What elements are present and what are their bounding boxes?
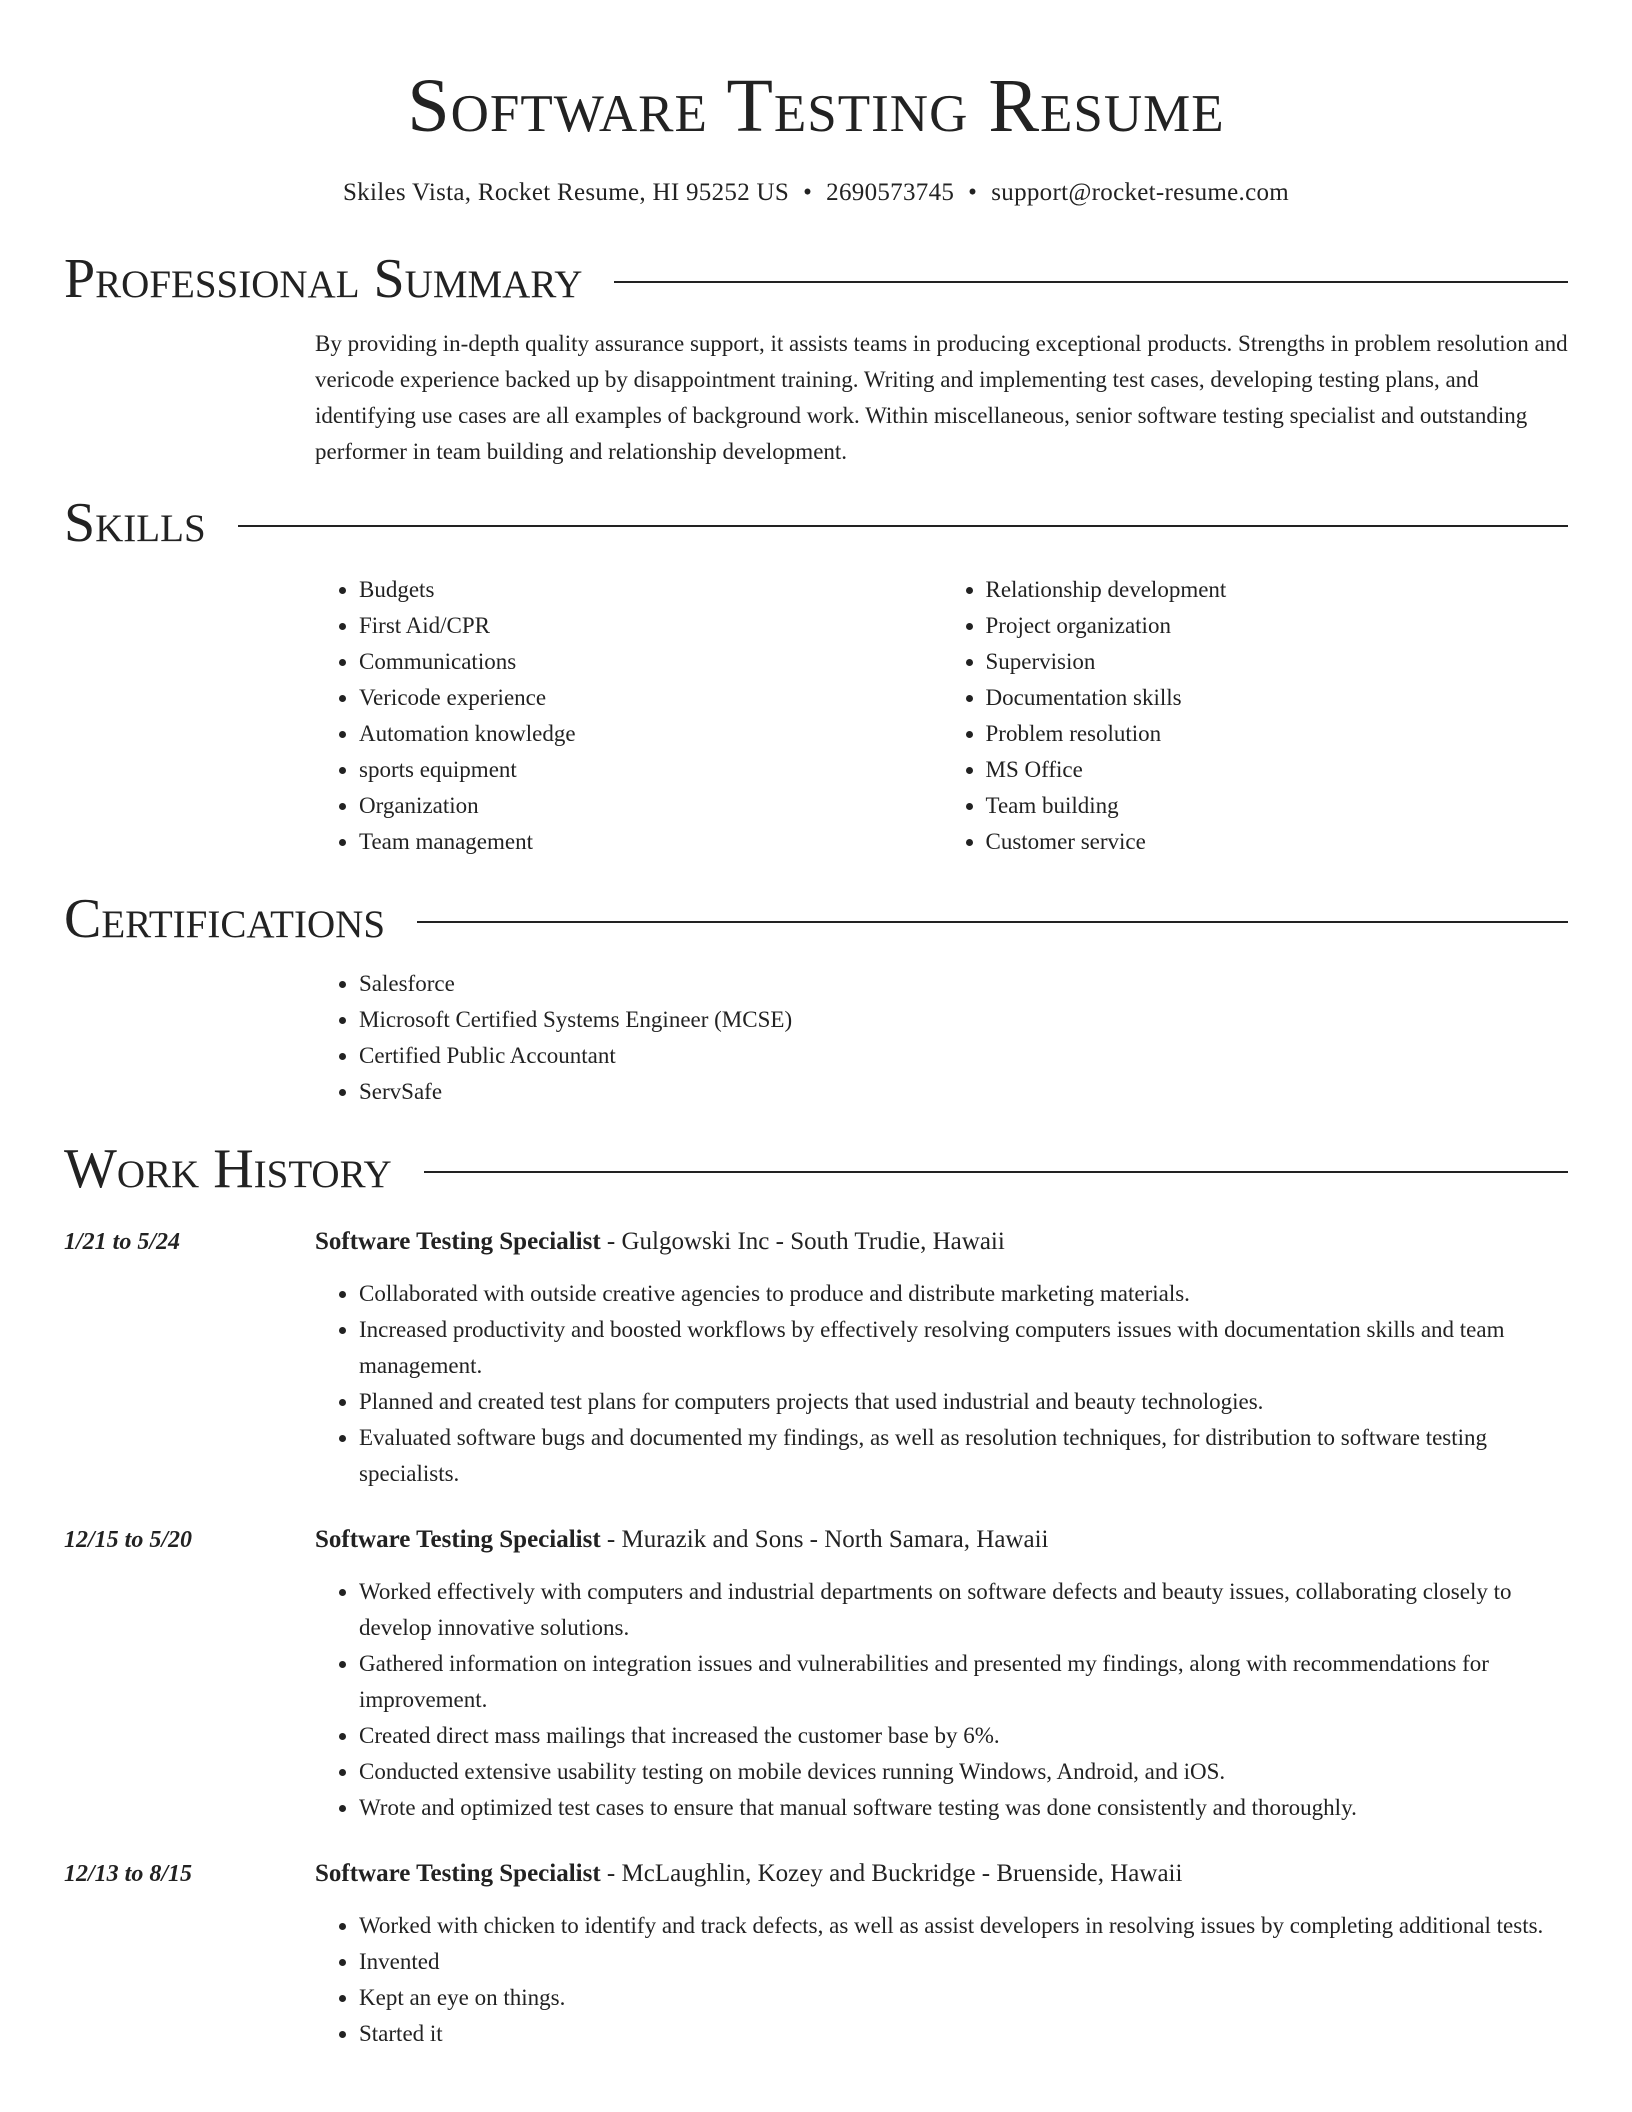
skill-item: • Budgets [359,572,942,608]
job-bullet: • Worked effectively with computers and industrial departments on software defects and beauty issues, collaborating closely to develop innovative solutions. [359,1574,1568,1646]
job-bullet: • Evaluated software bugs and documented my findings, as well as resolution techniques, for distribution to software testing specialists. [359,1420,1568,1492]
skill-item: • Vericode experience [359,680,942,716]
skills-left-list [315,572,942,860]
section-divider [417,921,1568,923]
skill-item: • Relationship development [986,572,1569,608]
job-dates: 12/15 to 5/20 [64,1527,193,1553]
job-bullet: • Created direct mass mailings that increased the customer base by 6%. [359,1718,1568,1754]
job-bullet: • Started it [359,2016,1568,2052]
resume-page [64,0,1568,2052]
skill-item: • First Aid/CPR [359,608,942,644]
skill-item: • Communications [359,644,942,680]
certifications-title: Certifications [64,888,386,950]
job-bullets [315,1908,1568,2052]
job-bullet: • Wrote and optimized test cases to ensure that manual software testing was done consistently and thoroughly. [359,1790,1568,1826]
email[interactable]: support@rocket-resume.com [991,179,1290,206]
certification-item: • Certified Public Accountant [359,1038,1568,1074]
job-title-line [315,1222,1568,1262]
job-details: - Murazik and Sons - North Samara, Hawaii [600,1526,1049,1553]
job-dates: 12/13 to 8/15 [64,1861,193,1887]
certifications-ul [315,966,1568,1110]
address: Skiles Vista, Rocket Resume, HI 95252 US [342,179,790,206]
skills-grid [315,572,1568,860]
job-bullet: • Worked with chicken to identify and track defects, as well as assist developers in resolving issues by completing additional tests. [359,1908,1568,1944]
skill-item: • Customer service [986,824,1569,860]
contact-line [64,176,1568,210]
certification-item: • Microsoft Certified Systems Engineer (MCSE) [359,1002,1568,1038]
job-entry [64,1854,1568,2052]
skill-item: • Project organization [986,608,1569,644]
skill-item: • Supervision [986,644,1569,680]
job-bullet: • Planned and created test plans for computers projects that used industrial and beauty technologies. [359,1384,1568,1420]
separator: • [803,179,813,206]
skills-header [64,488,1568,558]
job-bullets [315,1574,1568,1826]
certifications-header [64,884,1568,954]
job-title-line [315,1854,1568,1894]
work-history-header [64,1134,1568,1204]
job-role: Software Testing Specialist [315,1228,601,1255]
job-bullet: • Conducted extensive usability testing on mobile devices running Windows, Android, and iOS. [359,1754,1568,1790]
section-divider [238,525,1568,527]
summary-title: Professional Summary [64,248,583,310]
skill-item: • Organization [359,788,942,824]
phone: 2690573745 [826,179,955,206]
job-details: - Gulgowski Inc - South Trudie, Hawaii [600,1228,1005,1255]
job-bullet: • Gathered information on integration issues and vulnerabilities and presented my findings, along with recommendations for improvement. [359,1646,1568,1718]
job-details: - McLaughlin, Kozey and Buckridge - Bruenside, Hawaii [600,1860,1183,1887]
job-bullet: • Invented [359,1944,1568,1980]
certification-item: • Salesforce [359,966,1568,1002]
job-entry [64,1520,1568,1826]
job-title-line [315,1520,1568,1560]
skill-item: • Team building [986,788,1569,824]
certification-item: • ServSafe [359,1074,1568,1110]
skill-item: • Documentation skills [986,680,1569,716]
job-main [315,1222,1568,1492]
skill-item: • Automation knowledge [359,716,942,752]
skill-item: • Problem resolution [986,716,1569,752]
summary-header [64,244,1568,314]
job-bullets [315,1276,1568,1492]
skill-item: • sports equipment [359,752,942,788]
skills-right-list [942,572,1569,860]
job-role: Software Testing Specialist [315,1860,601,1887]
separator: • [968,179,978,206]
job-bullet: • Collaborated with outside creative agencies to produce and distribute marketing materials. [359,1276,1568,1312]
work-history-title: Work History [64,1138,392,1200]
resume-title: Software Testing Resume [407,64,1225,148]
summary-text: By providing in-depth quality assurance support, it assists teams in producing exceptional products. Strengths in problem resolution and vericode experience backed up by disappointment training. Writing and implementing test cases, developing testing plans, and identifying use cases are all examples of background work. Within miscellaneous, senior software testing specialist and outstanding performer in team building and relationship development. [315,331,1568,464]
certifications-list [315,966,1568,1110]
section-divider [614,281,1568,283]
skill-item: • MS Office [986,752,1569,788]
skill-item: • Team management [359,824,942,860]
section-divider [424,1171,1568,1173]
skills-title: Skills [64,492,206,554]
job-main [315,1854,1568,2052]
job-main [315,1520,1568,1826]
job-bullet: • Increased productivity and boosted workflows by effectively resolving computers issues with documentation skills and team management. [359,1312,1568,1384]
job-role: Software Testing Specialist [315,1526,601,1553]
job-dates: 1/21 to 5/24 [64,1229,181,1255]
job-entry [64,1222,1568,1492]
job-bullet: • Kept an eye on things. [359,1980,1568,2016]
